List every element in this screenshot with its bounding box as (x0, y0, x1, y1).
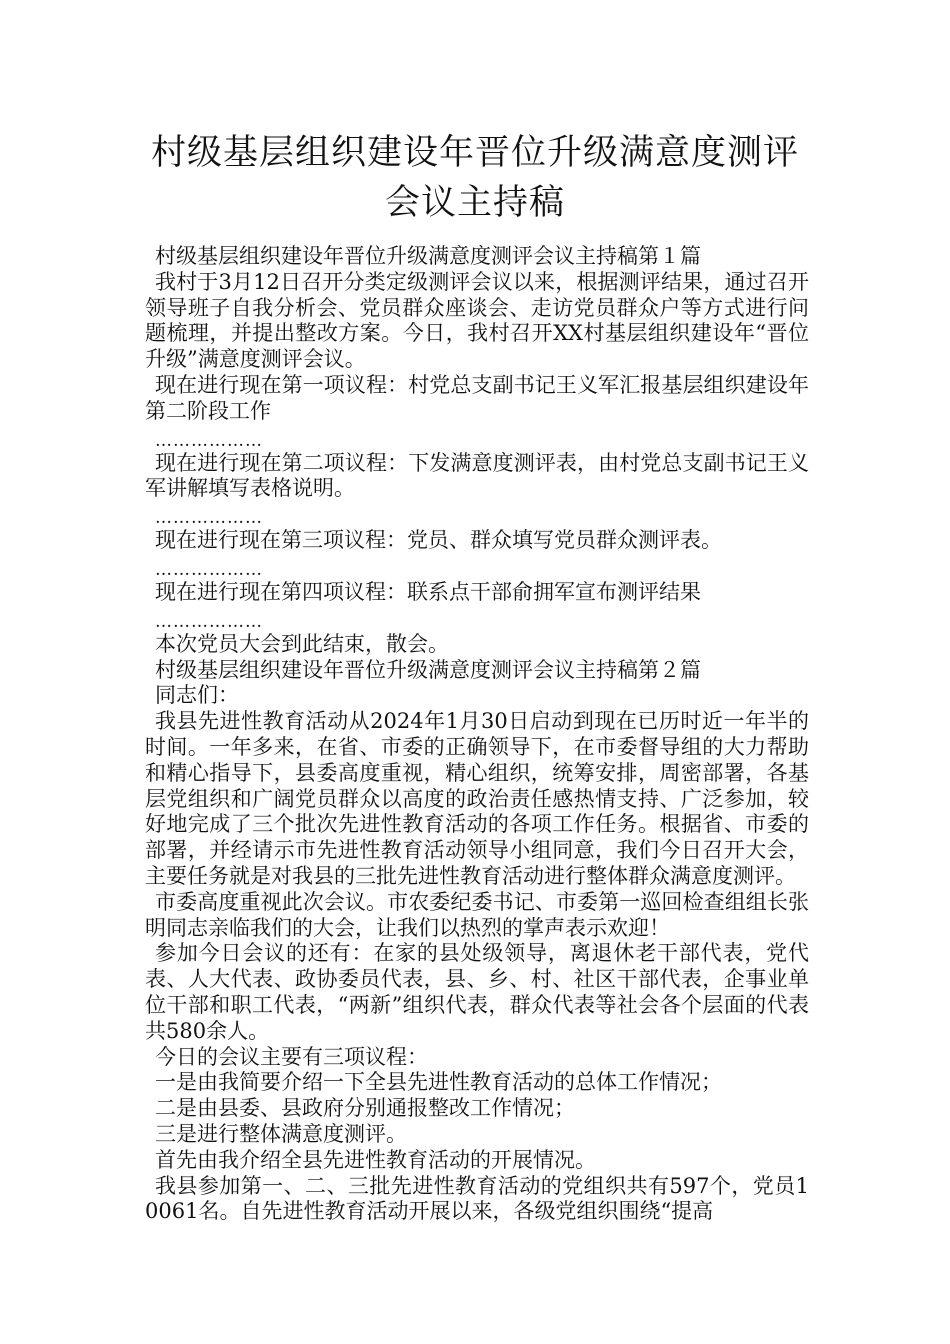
document-title: 村级基层组织建设年晋位升级满意度测评会议主持稿 (150, 133, 799, 223)
ellipsis-line: ……………… (155, 508, 263, 529)
ellipsis-line: ……………… (155, 559, 263, 580)
document-body (145, 244, 809, 1225)
list-item: 二是由县委、县政府分别通报整改工作情况； (155, 1096, 575, 1121)
agenda-item-1: 现在进行现在第一项议程：村党总支副书记王义军汇报基层组织建设年第二阶段工作 (145, 372, 809, 423)
list-item: 三是进行整体满意度测评。 (155, 1121, 407, 1146)
paragraph: 我村于3月12日召开分类定级测评会议以来，根据测评结果，通过召开领导班子自我分析会、党员群众座谈会、走访党员群众户等方式进行问题梳理，并提出整改方案。今日，我村召开XX村基层组织建设年“晋位升级”满意度测评会议。 (145, 269, 809, 372)
section-heading-1: 村级基层组织建设年晋位升级满意度测评会议主持稿第１篇 (155, 244, 701, 268)
section-heading-2: 村级基层组织建设年晋位升级满意度测评会议主持稿第２篇 (155, 657, 701, 682)
agenda-item-3: 现在进行现在第三项议程：党员、群众填写党员群众测评表。 (155, 528, 722, 553)
paragraph: 市委高度重视此次会议。市农委纪委书记、市委第一巡回检查组组长张明同志亲临我们的大会，让我们以热烈的掌声表示欢迎！ (145, 889, 809, 940)
paragraph: 本次党员大会到此结束，散会。 (155, 631, 449, 656)
paragraph: 我县先进性教育活动从2024年1月30日启动到现在已历时近一年半的时间。一年多来，在省、市委的正确领导下，在市委督导组的大力帮助和精心指导下，县委高度重视，精心组织，统筹安排，周密部署，各基层党组织和广阔党员群众以高度的政治责任感热情支持、广泛参加，较好地完成了三个批次先进性教育活动的各项工作任务。根据省、市委的部署，并经请示市先进性教育活动领导小组同意，我们今日召开大会，主要任务就是对我县的三批先进性教育活动进行整体群众满意度测评。 (145, 709, 809, 888)
ellipsis-line: ……………… (155, 430, 263, 451)
paragraph: 参加今日会议的还有：在家的县处级领导，离退休老干部代表，党代表、人大代表、政协委员代表，县、乡、村、社区干部代表，企事业单位干部和职工代表，“两新”组织代表，群众代表等社会各个层面的代表共580余人。 (145, 941, 809, 1043)
paragraph: 今日的会议主要有三项议程： (155, 1044, 428, 1069)
paragraph: 我县参加第一、二、三批先进性教育活动的党组织共有597个，党员10061名。自先进性教育活动开展以来，各级党组织围绕“提高 (145, 1173, 809, 1224)
agenda-item-4: 现在进行现在第四项议程：联系点干部俞拥军宣布测评结果 (155, 579, 701, 604)
paragraph: 首先由我介绍全县先进性教育活动的开展情况。 (155, 1147, 596, 1172)
salutation: 同志们： (155, 683, 239, 708)
agenda-item-2: 现在进行现在第二项议程：下发满意度测评表，由村党总支副书记王义军讲解填写表格说明。 (145, 450, 809, 501)
ellipsis-line: ……………… (155, 611, 263, 632)
list-item: 一是由我简要介绍一下全县先进性教育活动的总体工作情况； (155, 1070, 722, 1095)
